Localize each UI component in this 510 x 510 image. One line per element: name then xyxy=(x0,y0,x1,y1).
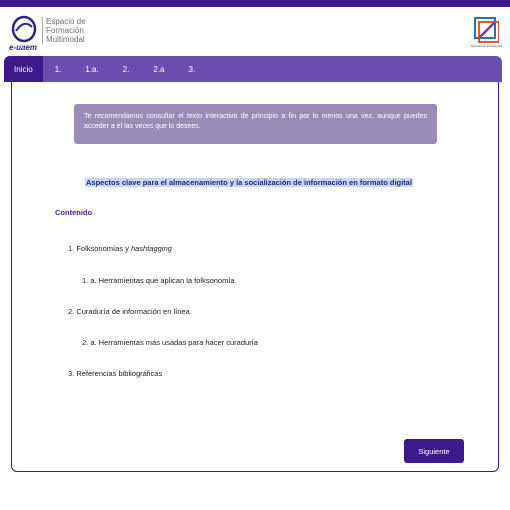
tab-2a[interactable]: 2.a xyxy=(153,64,165,74)
logo-text-line: Multimodal xyxy=(46,35,85,44)
notice-box: Te recomendamos consultar el texto interactivo de principio a fin por lo menos una vez, aunque puedes acceder a él las veces que lo desees. xyxy=(74,104,437,144)
toc-item-2a[interactable]: 2. a. Herramientas más usadas para hacer curaduría xyxy=(82,338,258,347)
tab-1a[interactable]: 1.a. xyxy=(85,64,99,74)
toc-item-text: 1. Folksonomías y xyxy=(68,244,131,253)
logo-name: e-uaem xyxy=(9,43,38,52)
page-title: Aspectos clave para el almacenamiento y la socialización de información en formato digital xyxy=(86,178,412,187)
tab-1[interactable]: 1. xyxy=(54,64,62,74)
toc-item-italic: hashtagging xyxy=(130,244,172,253)
nav-bar xyxy=(4,56,502,82)
logo-text-line: Formación xyxy=(46,26,84,35)
toc-item-1[interactable] xyxy=(68,244,172,253)
content-frame xyxy=(11,82,499,472)
section-heading: Contenido xyxy=(55,208,93,217)
right-logo-label: Transversal Profesional xyxy=(470,44,502,48)
toc-item-1a[interactable]: 1. a. Herramientas que aplican la folksonomía xyxy=(82,276,235,285)
top-accent-bar xyxy=(0,0,510,7)
next-button[interactable]: Siguiente xyxy=(404,439,464,463)
logo-text xyxy=(42,17,86,44)
tab-inicio[interactable]: Inicio xyxy=(4,56,43,82)
toc-item-3[interactable]: 3. Referencias bibliográficas xyxy=(68,369,163,378)
tab-2[interactable]: 2. xyxy=(122,64,130,74)
logo-text-line: Espacio de xyxy=(46,17,86,26)
toc-item-2[interactable]: 2. Curaduría de información en línea xyxy=(68,307,190,316)
header xyxy=(0,7,510,55)
tab-3[interactable]: 3. xyxy=(188,64,196,74)
